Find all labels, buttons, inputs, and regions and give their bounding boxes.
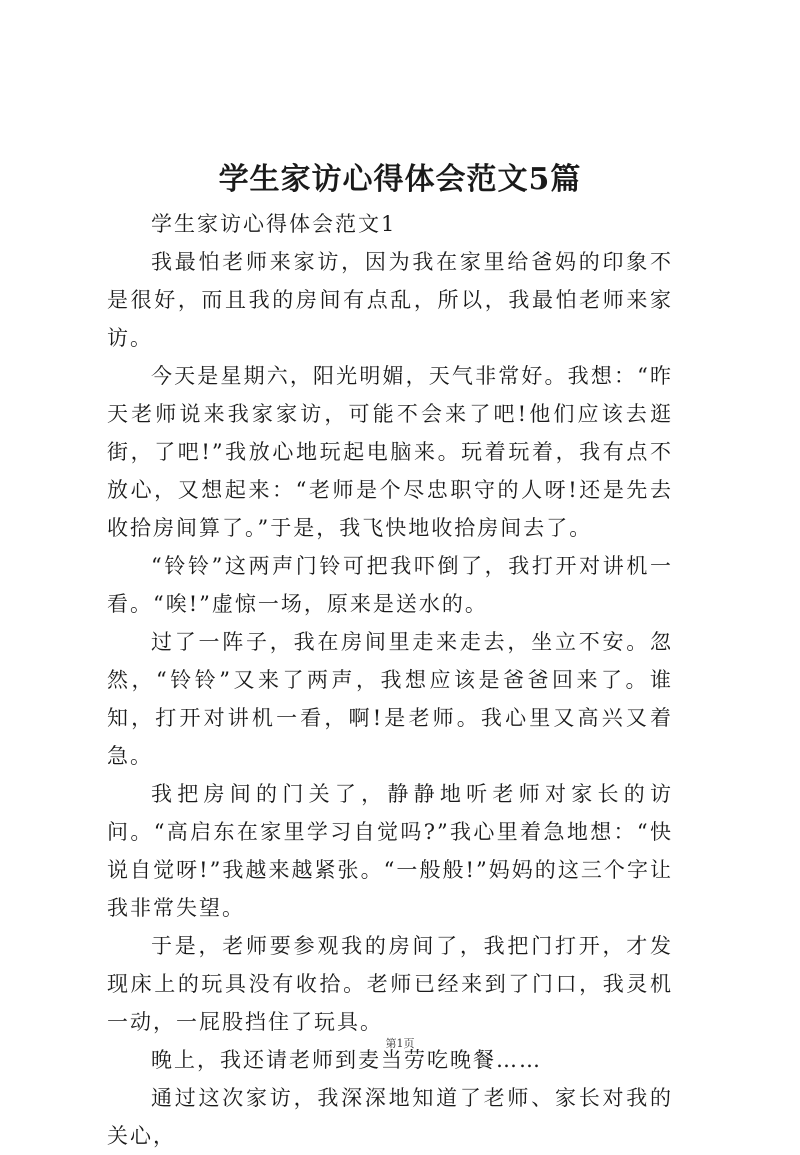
- paragraph-heading: 学生家访心得体会范文1: [151, 212, 397, 236]
- paragraph: 今天是星期六，阳光明媚，天气非常好。我想：“昨天老师说来我家家访，可能不会来了吧!他们应该去逛街，了吧!”我放心地玩起电脑来。玩着玩着，我有点不放心，又想起来：“老师是个尽忠职守的人呀!还是先去收拾房间算了。”于是，我飞快地收拾房间去了。: [107, 364, 673, 540]
- paragraph: 过了一阵子，我在房间里走来走去，坐立不安。忽然，“铃铃”又来了两声，我想应该是爸爸回来了。谁知，打开对讲机一看，啊!是老师。我心里又高兴又着急。: [107, 630, 673, 768]
- page-number: 第1页: [385, 1037, 415, 1050]
- paragraph: 我最怕老师来家访，因为我在家里给爸妈的印象不是很好，而且我的房间有点乱，所以，我最怕老师来家访。: [107, 250, 673, 350]
- paragraph: “铃铃”这两声门铃可把我吓倒了，我打开对讲机一看。“唉!”虚惊一场，原来是送水的。: [107, 554, 673, 616]
- paragraph: 我把房间的门关了，静静地听老师对家长的访问。“高启东在家里学习自觉吗?”我心里着急地想：“快说自觉呀!”我越来越紧张。“一般般!”妈妈的这三个字让我非常失望。: [107, 782, 673, 920]
- paragraph: 于是，老师要参观我的房间了，我把门打开，才发现床上的玩具没有收拾。老师已经来到了门口，我灵机一动，一屁股挡住了玩具。: [107, 934, 673, 1034]
- paragraph: 晚上，我还请老师到麦当劳吃晚餐……: [151, 1048, 542, 1072]
- document-body: [107, 205, 673, 1155]
- document-title: 学生家访心得体会范文5篇: [218, 162, 582, 197]
- paragraph: 通过这次家访，我深深地知道了老师、家长对我的关心，: [107, 1086, 673, 1148]
